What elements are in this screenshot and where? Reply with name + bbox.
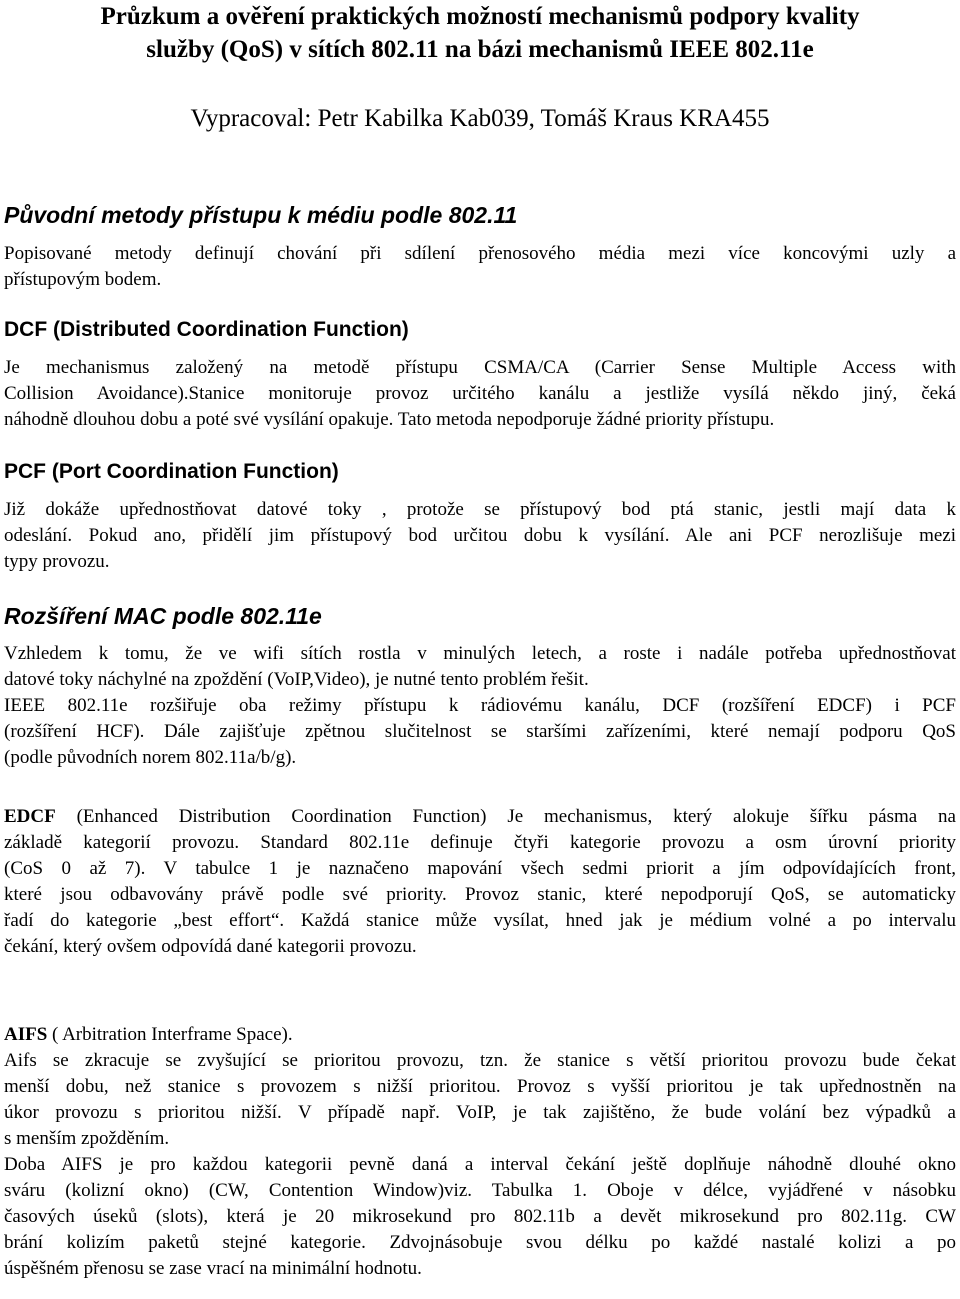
- text-line: (rozšíření HCF). Dále zajišťuje zpětnou slučitelnost se staršími zařízeními, které nemají podporu QoS: [4, 721, 956, 742]
- text-line: přístupovým bodem.: [4, 269, 162, 290]
- paragraph-mac-extension: [4, 641, 956, 771]
- text-line: Vzhledem k tomu, že ve wifi sítích rostla v minulých letech, a roste i nadále potřeba upřednostňovat: [4, 643, 956, 664]
- text-line: čekání, který ovšem odpovídá dané kategorii provozu.: [4, 936, 417, 957]
- text-line: s menším zpožděním.: [4, 1128, 170, 1149]
- document-title-line-2: služby (QoS) v sítích 802.11 na bázi mechanismů IEEE 802.11e: [146, 36, 814, 63]
- paragraph-original-methods: [4, 241, 956, 293]
- text-line: (CoS 0 až 7). V tabulce 1 je naznačeno mapování všech sedmi priorit a jím odpovídajících front,: [4, 858, 956, 879]
- text-line: datové toky náchylné na zpoždění (VoIP,Video), je nutné tento problém řešit.: [4, 669, 589, 690]
- aifs-intro-text: ( Arbitration Interframe Space).: [47, 1024, 293, 1045]
- text-line: Doba AIFS je pro každou kategorii pevně daná a interval čekání ještě doplňuje náhodně dlouhé okno: [4, 1154, 956, 1175]
- text-line: menší dobu, než stanice s provozem s nižší prioritou. Provoz s vyšší prioritou je tak upřednostněn na: [4, 1076, 956, 1097]
- paragraph-edcf: [4, 804, 956, 960]
- heading-pcf: PCF (Port Coordination Function): [4, 460, 339, 483]
- text-line: IEEE 802.11e rozšiřuje oba režimy přístupu k rádiovému kanálu, DCF (rozšíření EDCF) i PCF: [4, 695, 956, 716]
- text-line: které jsou odbavovány právě podle své priority. Provoz stanic, které nepodporují QoS, se automaticky: [4, 884, 956, 905]
- text-line: (podle původních norem 802.11a/b/g).: [4, 747, 297, 768]
- term-edcf: EDCF: [4, 806, 56, 827]
- paragraph-aifs: [4, 1022, 956, 1282]
- text-line: úkor provozu s prioritou nižší. V případě např. VoIP, je tak zajištěno, že bude volání bez výpadků a: [4, 1102, 956, 1123]
- document-title-line-1: Průzkum a ověření praktických možností mechanismů podpory kvality: [100, 3, 860, 30]
- text-line: Aifs se zkracuje se zvyšující se prioritou provozu, tzn. že stanice s větší prioritou provozu bude čekat: [4, 1050, 956, 1071]
- document-authors: Vypracoval: Petr Kabilka Kab039, Tomáš Kraus KRA455: [190, 105, 770, 132]
- term-aifs: AIFS: [4, 1024, 48, 1045]
- text-line: základě kategorií provozu. Standard 802.11e definuje čtyři kategorie provozu a osm úrovní priority: [4, 832, 956, 853]
- text-line: typy provozu.: [4, 551, 110, 572]
- text-line: Popisované metody definují chování při sdílení přenosového média mezi více koncovými uzly a: [4, 243, 956, 264]
- text-line: Je mechanismus založený na metodě přístupu CSMA/CA (Carrier Sense Multiple Access with: [4, 357, 956, 378]
- edcf-intro-text: (Enhanced Distribution Coordination Function) Je mechanismus, který alokuje šířku pásma na: [55, 806, 956, 827]
- text-line: řadí do kategorie „best effort“. Každá stanice může vysílat, hned jak je médium volné a po intervalu: [4, 910, 956, 931]
- text-line: Collision Avoidance).Stanice monitoruje provoz určitého kanálu a jestliže vysílá někdo jiný, čeká: [4, 383, 956, 404]
- text-line: [4, 1022, 956, 1048]
- paragraph-dcf: [4, 355, 956, 433]
- text-line: náhodně dlouhou dobu a poté své vysílání opakuje. Tato metoda nepodporuje žádné priority přístupu.: [4, 409, 775, 430]
- text-line: sváru (kolizní okno) (CW, Contention Window)viz. Tabulka 1. Oboje v délce, vyjádřené v násobku: [4, 1180, 956, 1201]
- document-title: [0, 0, 960, 66]
- text-line: časových úseků (slots), která je 20 mikrosekund pro 802.11b a devět mikrosekund pro 802.11g. CW: [4, 1206, 956, 1227]
- heading-dcf: DCF (Distributed Coordination Function): [4, 318, 409, 341]
- text-line: Již dokáže upřednostňovat datové toky , protože se přístupový bod ptá stanic, jestli mají data k: [4, 499, 956, 520]
- heading-original-methods: Původní metody přístupu k médiu podle 802.11: [4, 202, 518, 228]
- paragraph-pcf: [4, 497, 956, 575]
- text-line: [4, 804, 956, 830]
- heading-mac-extension: Rozšíření MAC podle 802.11e: [4, 603, 322, 629]
- text-line: brání kolizím paketů stejné kategorie. Zdvojnásobuje svou délku po každé nastalé kolizi a po: [4, 1232, 956, 1253]
- text-line: úspěšném přenosu se zase vrací na minimální hodnotu.: [4, 1258, 422, 1279]
- text-line: odeslání. Pokud ano, přidělí jim přístupový bod určitou dobu k vysílání. Ale ani PCF nerozlišuje mezi: [4, 525, 956, 546]
